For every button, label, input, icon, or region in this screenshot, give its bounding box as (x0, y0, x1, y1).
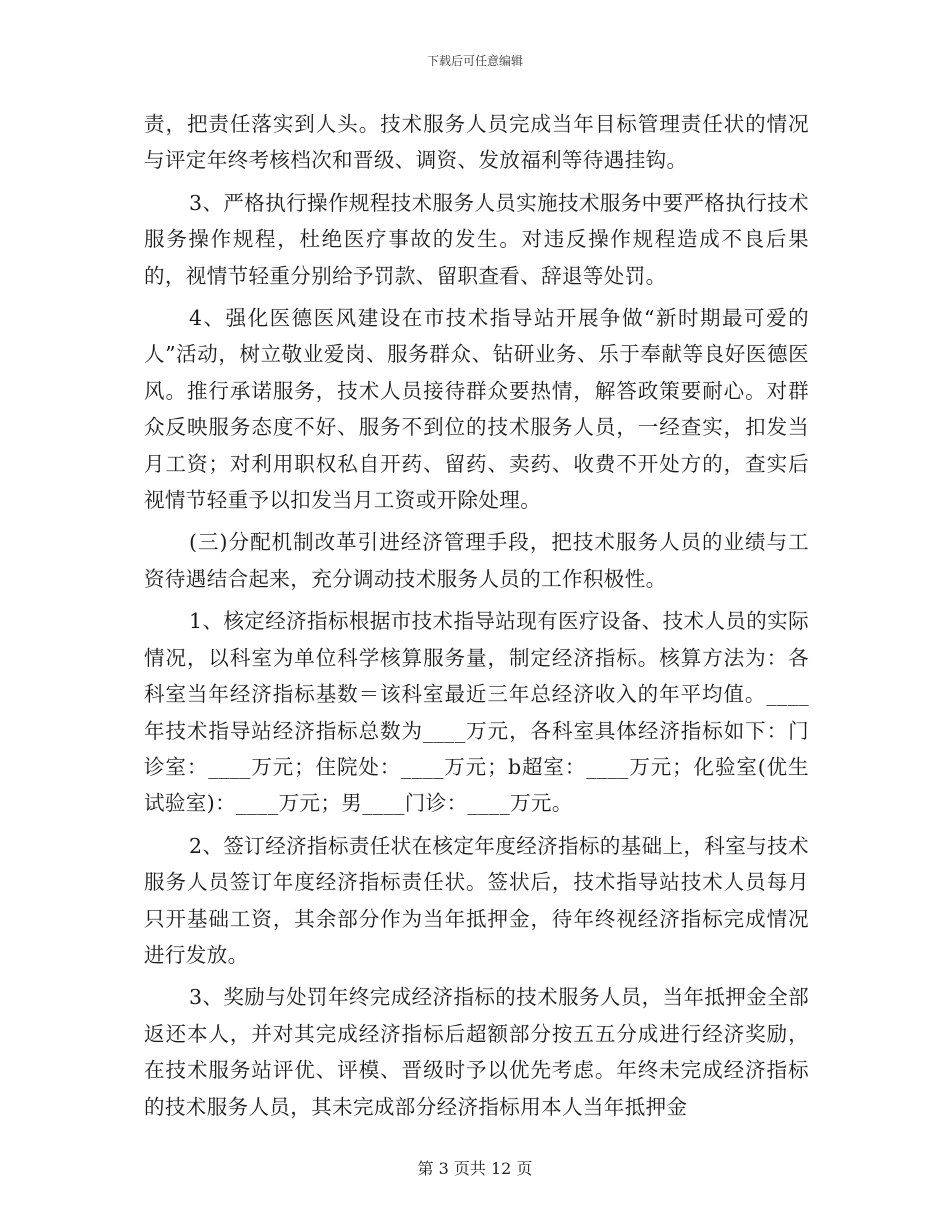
paragraph: 2、签订经济指标责任状在核定年度经济指标的基础上，科室与技术服务人员签订年度经济指标责任状。签状后，技术指导站技术人员每月只开基础工资，其余部分作为当年抵押金，待年终视经济指标完成情况进行发放。 (144, 833, 809, 967)
paragraph: 3、严格执行操作规程技术服务人员实施技术服务中要严格执行技术服务操作规程，杜绝医疗事故的发生。对违反操作规程造成不良后果的，视情节轻重分别给予罚款、留职查看、辞退等处罚。 (144, 190, 809, 288)
paragraph: 1、核定经济指标根据市技术指导站现有医疗设备、技术人员的实际情况，以科室为单位科学核算服务量，制定经济指标。核算方法为：各科室当年经济指标基数＝该科室最近三年总经济收入的年平均值。____年技术指导站经济指标总数为____万元，各科室具体经济指标如下：门诊室：____万元；住院处：____万元；b超室：____万元；化验室(优生试验室)：____万元；男____门诊：____万元。 (144, 609, 809, 816)
paragraph: 3、奖励与处罚年终完成经济指标的技术服务人员，当年抵押金全部返还本人，并对其完成经济指标后超额部分按五五分成进行经济奖励，在技术服务站评优、评模、晋级时予以优先考虑。年终未完成经济指标的技术服务人员，其未完成部分经济指标用本人当年抵押金 (144, 985, 809, 1119)
page-header: 下载后可任意编辑 (426, 54, 523, 68)
paragraph: (三)分配机制改革引进经济管理手段，把技术服务人员的业绩与工资待遇结合起来，充分调动技术服务人员的工作积极性。 (144, 530, 809, 591)
page-footer: 第 3 页共 12 页 (417, 1159, 533, 1178)
paragraph: 责，把责任落实到人头。技术服务人员完成当年目标管理责任状的情况与评定年终考核档次和晋级、调资、发放福利等待遇挂钩。 (144, 112, 809, 173)
document-body (144, 106, 809, 1125)
paragraph: 4、强化医德医风建设在市技术指导站开展争做“新时期最可爱的人”活动，树立敬业爱岗、服务群众、钻研业务、乐于奉献等良好医德医风。推行承诺服务，技术人员接待群众要热情，解答政策要耐心。对群众反映服务态度不好、服务不到位的技术服务人员，一经查实，扣发当月工资；对利用职权私自开药、留药、卖药、收费不开处方的，查实后视情节轻重予以扣发当月工资或开除处理。 (144, 306, 809, 513)
